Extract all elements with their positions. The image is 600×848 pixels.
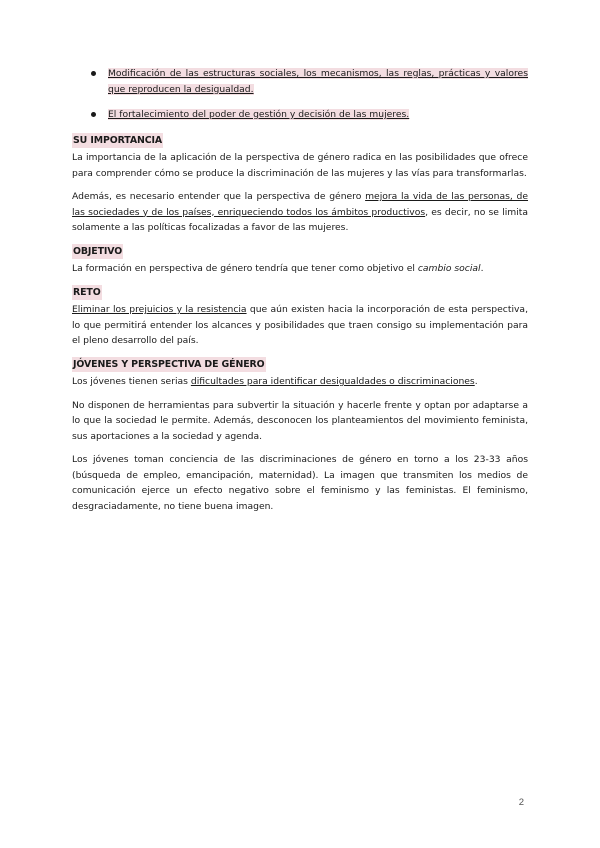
list-item xyxy=(108,66,528,97)
list-item xyxy=(108,107,528,123)
paragraph xyxy=(72,374,528,390)
text-run: , es decir, no se limita solamente a las políticas focalizadas a favor de las mujeres. xyxy=(72,206,528,233)
section-heading: OBJETIVO xyxy=(73,245,123,257)
underlined-text: mejora la vida de las personas, de las sociedades y de los países, enriqueciendo todos los ámbitos productivos xyxy=(72,191,529,218)
section-jovenes xyxy=(72,357,528,373)
paragraph xyxy=(72,302,528,349)
text-run: que aún existen hacia la incorporación de esta perspectiva, lo que permitirá entender los alcances y posibilidades que traen consigo su implementación para el pleno desarrollo del país. xyxy=(72,304,528,346)
section-heading: SU IMPORTANCIA xyxy=(73,134,163,146)
text-run: Además, es necesario entender que la perspectiva de género xyxy=(72,191,366,202)
section-heading: RETO xyxy=(73,286,101,298)
paragraph xyxy=(72,189,528,236)
paragraph: La importancia de la aplicación de la perspectiva de género radica en las posibilidades que ofrece para comprender cómo se produce la discriminación de las mujeres y las vías para transformarlas. xyxy=(72,152,528,179)
bullet-text: El fortalecimiento del poder de gestión y decisión de las mujeres. xyxy=(108,109,410,120)
paragraph: Los jóvenes toman conciencia de las discriminaciones de género en torno a los 23-33 años (búsqueda de empleo, emancipación, maternidad). La imagen que transmiten los medios de comunicación ejerce un efecto negativo sobre el feminismo y las feministas. El feminismo, desgraciadamente, no tiene buena imagen. xyxy=(72,454,528,512)
section-reto xyxy=(72,285,528,301)
text-run: . xyxy=(480,263,484,274)
text-run: . xyxy=(474,376,478,387)
underlined-text: dificultades para identificar desigualdades o discriminaciones xyxy=(190,376,475,387)
underlined-text: Eliminar los prejuicios y la resistencia xyxy=(72,304,247,315)
paragraph: No disponen de herramientas para subvertir la situación y hacerle frente y optan por adaptarse a lo que la sociedad le permite. Además, desconocen los planteamientos del movimiento feminista, sus aportaciones a la sociedad y agenda. xyxy=(72,399,528,442)
bullet-list xyxy=(72,66,528,123)
italic-text: cambio social xyxy=(417,263,481,274)
bullet-icon xyxy=(91,112,96,117)
bullet-text: Modificación de las estructuras sociales, los mecanismos, las reglas, prácticas y valores que reproducen la desigualdad. xyxy=(108,68,528,95)
text-run: La formación en perspectiva de género tendría que tener como objetivo el xyxy=(72,263,418,274)
paragraph xyxy=(72,261,528,277)
section-heading: JÓVENES Y PERSPECTIVA DE GÉNERO xyxy=(73,358,265,370)
section-importancia xyxy=(72,133,528,149)
page-number: 2 xyxy=(518,797,524,808)
document-page xyxy=(72,66,528,522)
section-objetivo xyxy=(72,244,528,260)
bullet-icon xyxy=(91,71,96,76)
text-run: Los jóvenes tienen serias xyxy=(72,376,191,387)
